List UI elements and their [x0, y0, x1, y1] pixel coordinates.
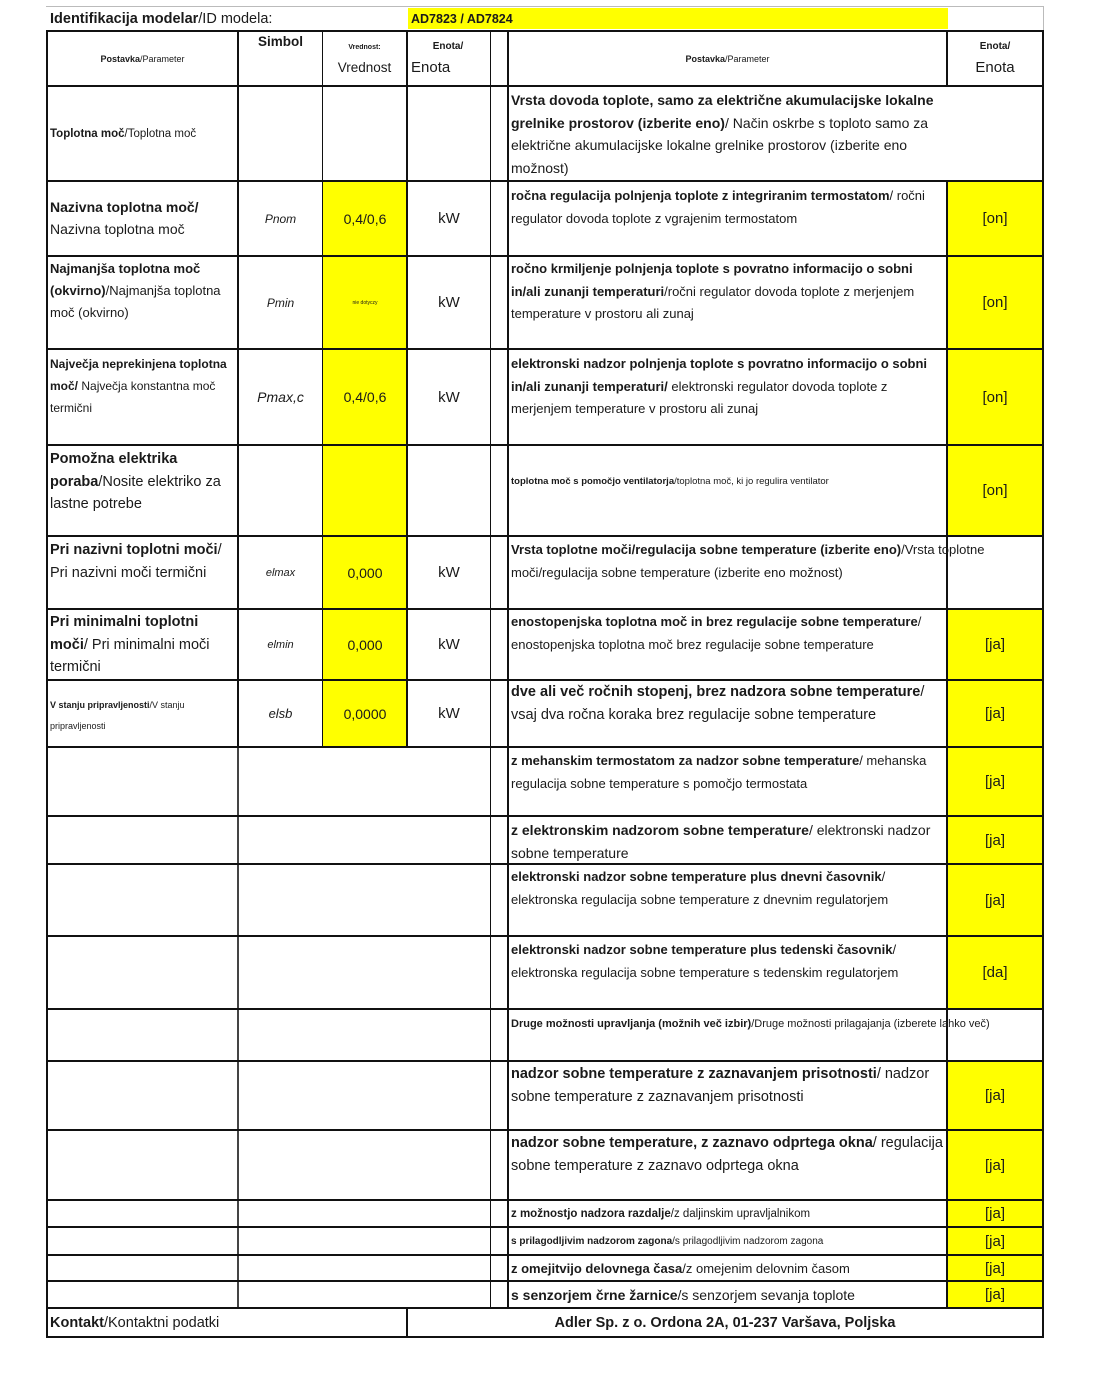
right-param-label: elektronski nadzor sobne temperature plus dnevni časovnik/ elektronska regulacija sobne temperature z dnevnim regulatorjem [511, 869, 889, 907]
row-line [46, 444, 1044, 446]
param-value: nie dotyczy [352, 299, 378, 306]
option-value: [da] [982, 964, 1008, 981]
left-param-label: V stanju pripravljenosti/V stanju pripravljenosti [50, 700, 185, 731]
border-left [46, 30, 48, 1338]
param-symbol: elsb [268, 706, 293, 721]
right-param-label: Vrsta toplotne moči/regulacija sobne temperature (izberite eno)/Vrsta toplotne moči/regulacija sobne temperature (izberite eno možnost) [511, 542, 985, 580]
border-right [1042, 30, 1044, 1309]
option-value: [ja] [984, 1259, 1005, 1277]
model-id-value: AD7823 / AD7824 [411, 12, 513, 26]
param-symbol: Pmax,c [257, 389, 304, 405]
left-param-label: Nazivna toplotna moč/ Nazivna toplotna moč [50, 199, 199, 237]
right-param-label: nadzor sobne temperature, z zaznavo odprtega okna/ regulacija sobne temperature z zaznavo odprtega okna [511, 1135, 943, 1174]
param-unit: kW [438, 294, 460, 311]
right-param-label: elektronski nadzor polnjenja toplote s povratno informacijo o sobni in/ali zunanji temperaturi/ elektronski regulator dovoda toplote z merjenjem temperature v prostoru ali zunaj [511, 356, 928, 416]
param-unit: kW [438, 705, 460, 722]
option-value: [ja] [984, 1156, 1005, 1174]
right-param-label: enostopenjska toplotna moč in brez regulacije sobne temperature/ enostopenjska toplotna moč brez regulacije sobne temperature [511, 614, 922, 652]
right-param-label: z elektronskim nadzorom sobne temperature/ elektronski nadzor sobne temperature [511, 822, 931, 861]
row-line [46, 1008, 1044, 1010]
model-id-label: Identifikacija modelar/ID modela: [50, 11, 273, 27]
row-line [46, 180, 1044, 182]
right-param-label: Vrsta dovoda toplote, samo za električne akumulacijske lokalne grelnike prostorov (izberite eno)/ Način oskrbe s toploto samo za električne akumulacijske lokalne grelnike prostorov (izberite eno možnost) [511, 92, 934, 176]
right-param-label: dve ali več ročnih stopenj, brez nadzora sobne temperature/ vsaj dva ročna koraka brez regulacije sobne temperature [511, 684, 925, 723]
row-line [46, 535, 1044, 537]
row-line [46, 863, 1044, 865]
option-value: [ja] [984, 773, 1005, 790]
param-unit: kW [438, 210, 460, 227]
row-line [46, 608, 1044, 610]
top-rule [46, 6, 1044, 7]
option-value: [ja] [984, 1087, 1005, 1104]
option-value: [ja] [984, 636, 1005, 653]
option-value: [ja] [984, 1232, 1005, 1250]
option-value: [ja] [984, 1286, 1005, 1303]
right-param-label: ročno krmiljenje polnjenja toplote s povratno informacijo o sobni in/ali zunanji temperaturi/ročni regulator dovoda toplote z merjenjem temperature v prostoru ali zunaj [511, 261, 915, 321]
param-value: 0,4/0,6 [343, 389, 387, 405]
param-value: 0,000 [347, 636, 383, 653]
param-symbol: elmax [265, 566, 296, 579]
option-value: [on] [982, 294, 1008, 311]
col-divider [507, 30, 509, 1307]
row-line [46, 1129, 1044, 1131]
option-value: [on] [982, 210, 1008, 227]
row-line [46, 815, 1044, 817]
param-symbol: elmin [267, 638, 294, 651]
right-param-label: s senzorjem črne žarnice/s senzorjem sevanja toplote [511, 1286, 855, 1303]
contact-address: Adler Sp. z o. Ordona 2A, 01-237 Varšava, Poljska [554, 1314, 896, 1331]
col-right-unit-small: Enota/ [979, 41, 1011, 52]
col-param-header: Postavka/Parameter [100, 53, 185, 64]
option-value: [ja] [984, 1205, 1005, 1222]
col-unit-small: Enota/ [432, 41, 464, 52]
param-symbol: Pmin [266, 295, 295, 310]
border-bottom [46, 1336, 1044, 1338]
option-value: [ja] [984, 891, 1005, 909]
right-param-label: z omejitvijo delovnega časa/z omejenim delovnim časom [511, 1260, 850, 1276]
param-value: 0,000 [347, 564, 383, 581]
right-param-label: z mehanskim termostatom za nadzor sobne temperature/ mehanska regulacija sobne temperature s pomočjo termostata [511, 753, 927, 791]
right-param-label: elektronski nadzor sobne temperature plus tedenski časovnik/ elektronska regulacija sobne temperature s tedenskim regulatorjem [511, 942, 899, 980]
row-line [46, 1060, 1044, 1062]
right-param-label: s prilagodljivim nadzorom zagona/s prilagodljivim nadzorom zagona [511, 1235, 824, 1247]
option-value: [ja] [984, 705, 1005, 722]
heat-output-label: Toplotna moč/Toplotna moč [50, 127, 197, 140]
left-param-label: Pomožna elektrika poraba/Nosite elektriko za lastne potrebe [50, 451, 221, 512]
option-value: [on] [982, 482, 1008, 499]
param-unit: kW [438, 388, 460, 406]
option-value: [on] [982, 388, 1008, 406]
top-rule-right [1043, 6, 1044, 31]
contact-label: Kontakt/Kontaktni podatki [50, 1314, 220, 1331]
value-fill [323, 445, 407, 535]
left-param-label: Pri nazivni toplotni moči/ Pri nazivni moči termični [50, 542, 222, 581]
col-divider [237, 747, 239, 1307]
right-param-label: nadzor sobne temperature z zaznavanjem prisotnosti/ nadzor sobne temperature z zaznavanjem prisotnosti [511, 1066, 930, 1105]
right-param-label: toplotna moč s pomočjo ventilatorja/toplotna moč, ki jo regulira ventilator [511, 476, 829, 487]
row-line [46, 935, 1044, 937]
col-right-param-header: Postavka/Parameter [685, 53, 770, 64]
param-value: 0,4/0,6 [343, 210, 387, 227]
right-param-label: Druge možnosti upravljanja (možnih več izbir)/Druge možnosti prilagajanja (izberete lahko več) [511, 1018, 990, 1030]
row-line [46, 255, 1044, 257]
row-line [46, 348, 1044, 350]
col-value-header: Vrednost [337, 60, 392, 75]
right-param-label: ročna regulacija polnjenja toplote z integriranim termostatom/ ročni regulator dovoda toplote z vgrajenim termostatom [511, 188, 925, 226]
col-right-unit-header: Enota [975, 59, 1015, 76]
option-value: [ja] [984, 831, 1005, 849]
col-value-small: Vrednost: [348, 44, 381, 51]
row-line [46, 746, 1044, 748]
col-divider [490, 30, 491, 1307]
col-unit-header: Enota [411, 59, 451, 76]
left-param-label: Največja neprekinjena toplotna moč/ Največja konstantna moč termični [50, 357, 227, 415]
param-unit: kW [438, 636, 460, 653]
param-symbol: Pnom [264, 211, 297, 226]
left-param-label: Pri minimalni toplotni moči/ Pri minimalni moči termični [50, 614, 210, 675]
left-param-label: Najmanjša toplotna moč (okvirno)/Najmanjša toplotna moč (okvirno) [50, 261, 221, 320]
param-unit: kW [438, 564, 460, 581]
param-value: 0,0000 [343, 705, 387, 722]
border-right-footer [1042, 1307, 1044, 1338]
col-symbol-header: Simbol [257, 34, 303, 49]
right-param-label: z možnostjo nadzora razdalje/z daljinskim upravljalnikom [511, 1207, 811, 1220]
